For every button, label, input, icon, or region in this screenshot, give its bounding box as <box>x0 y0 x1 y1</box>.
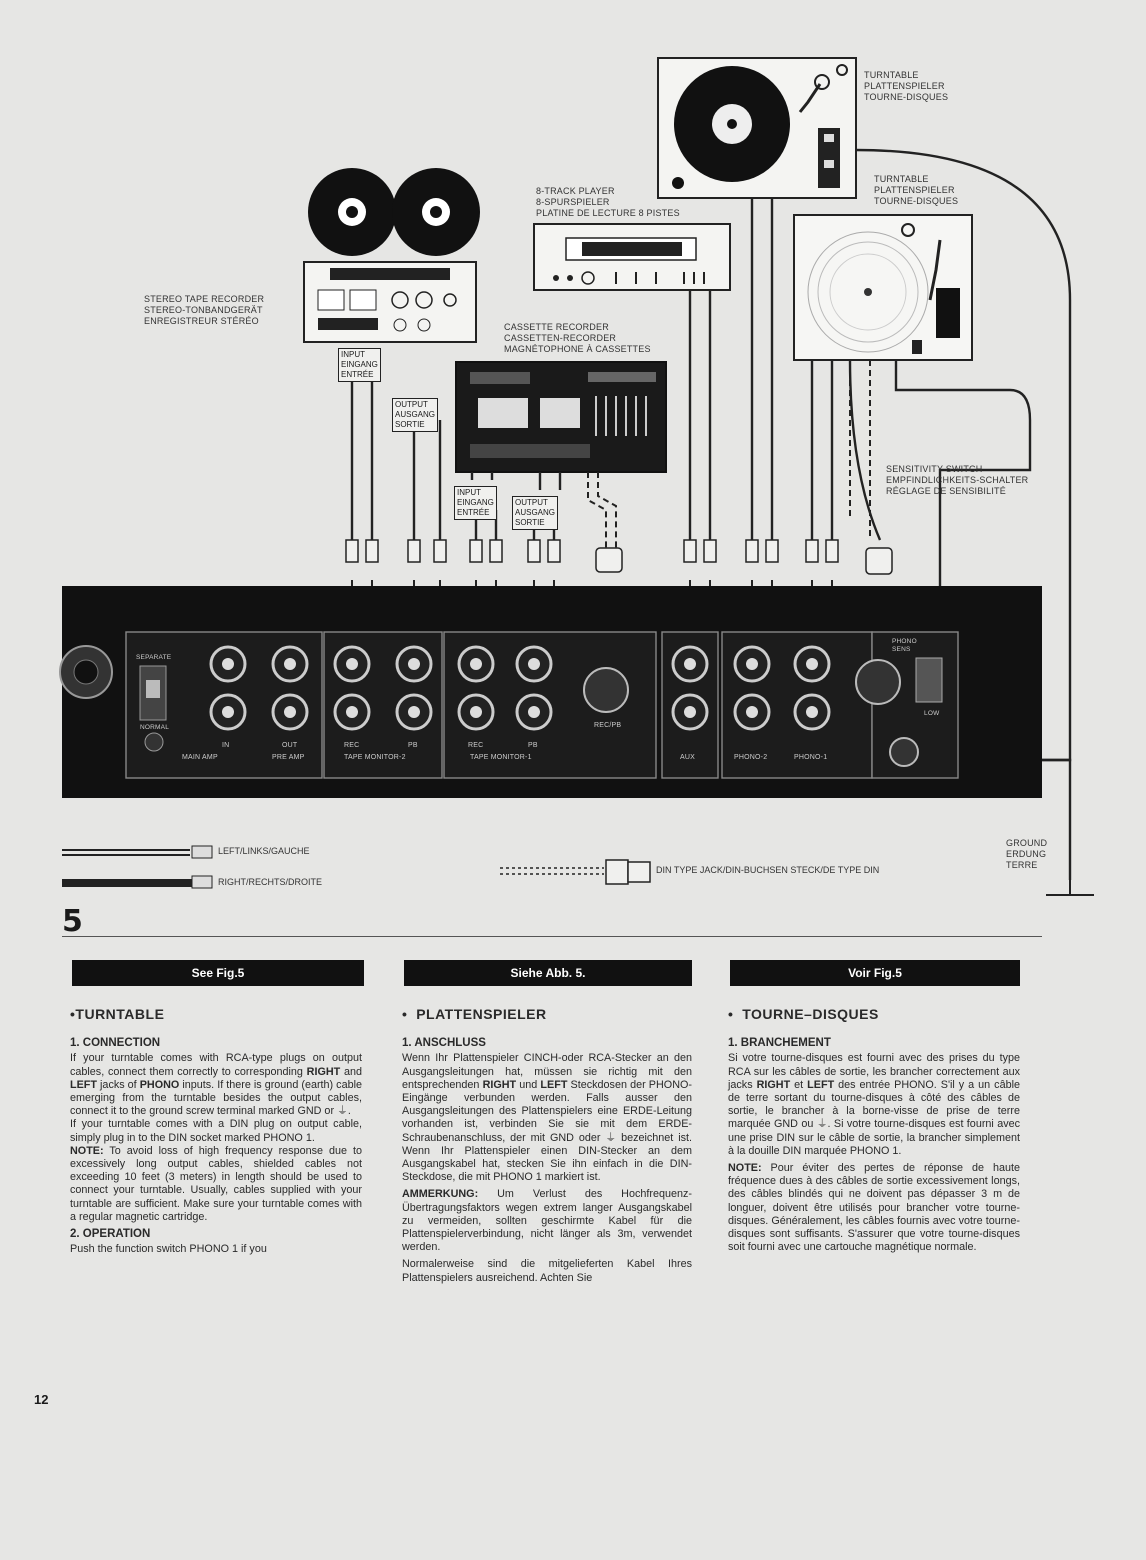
jack-label-rec-1: REC <box>468 742 484 749</box>
section-phono-1: PHONO-1 <box>794 754 828 761</box>
sec2-english: 2. OPERATION <box>70 1228 151 1241</box>
para1-german: Wenn Ihr Plattenspieler CINCH-oder RCA-Stecker an den Ausgangsleitungen hat, müssen sie richtig mit den entsprechenden RIGHT und LEFT Steckdosen der PHONO-Eingänge verbunden werden. Falls ausser den Ausgangsleitungen des Plattenspielers eine ERDE-Leitung vorhanden ist, verbinden Sie sie mit dem ERDE-Schraubenanschluss, der mit GND oder ⏚ bezeichnet ist. Wenn Ihr Plattenspieler einen DIN-Stecker an dem Ausgangskabel hat, stecken Sie ihn einfach in die DIN-Steckdose, die mit PHONO 1 markiert ist. <box>402 1052 692 1184</box>
cable-legend-graphics <box>62 846 1094 900</box>
tape-recorder-device <box>304 168 480 342</box>
sec1-english: 1. CONNECTION <box>70 1037 161 1050</box>
switch-label-separate: SEPARATE <box>136 654 172 661</box>
jack-label-in: IN <box>222 742 230 749</box>
header-english: See Fig.5 <box>72 960 364 986</box>
section-tape-monitor-2: TAPE MONITOR-2 <box>344 754 406 761</box>
para1-english: If your turntable comes with RCA-type plugs on output cables, connect them correctly to corresponding RIGHT and LEFT jacks of PHONO inputs. If there is ground (earth) cable emerging from the turntable besides the output cables, connect it to the ground screw terminal marked GND or ⏚. <box>70 1052 362 1118</box>
jack-label-out: OUT <box>282 742 298 749</box>
section-tape-monitor-1: TAPE MONITOR-1 <box>470 754 532 761</box>
sensitivity-switch-label: SENSITIVITY SWITCH EMPFINDLICHKEITS-SCHALTER RÉGLAGE DE SENSIBILITÉ <box>886 464 1029 496</box>
turntable-2-label: TURNTABLE PLATTENSPIELER TOURNE-DISQUES <box>874 174 959 206</box>
switch-label-normal: NORMAL <box>140 724 170 731</box>
eight-track-device <box>534 224 730 290</box>
legend-din: DIN TYPE JACK/DIN-BUCHSEN STECK/DE TYPE DIN <box>656 865 880 875</box>
tape-input-box: INPUT EINGANG ENTRÉE <box>338 348 381 382</box>
phono-sens-label: PHONO SENS <box>892 638 917 653</box>
para3-english: Push the function switch PHONO 1 if you <box>70 1243 267 1256</box>
phono-sens-low: LOW <box>924 710 940 717</box>
sec1-french: 1. BRANCHEMENT <box>728 1037 831 1050</box>
title-german: • PLATTENSPIELER <box>402 1006 547 1022</box>
note-french: NOTE: Pour éviter des pertes de réponse de haute fréquence dues à des câbles de sortie excessivement longs, des câbles blindés qui ne doivent pas dépasser 3 m de longuer, doivent être utilisés pour brancher votre tourne-disques. Généralement, les câbles fournis avec votre tourne-disques sont suffisants. S'assurer que votre tourne-disques soit fourni avec une cartouche magnétique normale. <box>728 1162 1020 1254</box>
ground-label: GROUND ERDUNG TERRE <box>1006 838 1048 870</box>
section-aux: AUX <box>680 754 695 761</box>
turntable-1-label: TURNTABLE PLATTENSPIELER TOURNE-DISQUES <box>864 70 949 102</box>
column-french <box>728 1008 1020 1258</box>
section-phono-2: PHONO-2 <box>734 754 768 761</box>
header-french: Voir Fig.5 <box>730 960 1020 986</box>
para2-english: If your turntable comes with a DIN plug on output cable, simply plug in to the DIN socket marked PHONO 1. <box>70 1118 362 1144</box>
turntable-2-device <box>794 215 972 360</box>
para3-german: Normalerweise sind die mitgelieferten Kabel Ihres Plattenspielers ausreichend. Achten Sie <box>402 1258 692 1284</box>
title-english: •TURNTABLE <box>70 1006 165 1022</box>
jack-label-pb-1: PB <box>528 742 538 749</box>
jack-label-pb-2: PB <box>408 742 418 749</box>
tape-recorder-label: STEREO TAPE RECORDER STEREO-TONBANDGERÄT ENREGISTREUR STÉRÉO <box>144 294 265 326</box>
jack-label-rec-2: REC <box>344 742 360 749</box>
note-german: AMMERKUNG: Um Verlust des Hochfrequenz-Übertragungsfaktors wegen extrem langer Ausgangskabel zu vermeiden, sollten geschirmte Kabel für die Plattenspielerverbindung, nicht länger als 3m, verwendet werden. <box>402 1188 692 1254</box>
legend-left: LEFT/LINKS/GAUCHE <box>218 846 310 856</box>
figure-number: 5 <box>62 904 83 939</box>
eight-track-label: 8-TRACK PLAYER 8-SPURSPIELER PLATINE DE LECTURE 8 PISTES <box>536 186 680 218</box>
divider <box>62 936 1042 937</box>
note-english: NOTE: To avoid loss of high frequency response due to excessively long output cables, shielded cables not exceeding 10 feet (3 meters) in length should be used to connect your turntable. Usually, cables supplied with your turntable are sufficient. Make sure your turntable comes with a regular magnetic cartridge. <box>70 1144 362 1223</box>
section-main-amp: MAIN AMP <box>182 754 218 761</box>
para1-french: Si votre tourne-disques est fourni avec des prises du type RCA sur les câbles de sortie, les brancher correctement aux jacks RIGHT et LEFT des entrée PHONO. S'il y a un câble de terre sortant du tourne-disques à côté des câbles de sortie, le brancher à la borne-visse de prise de terre marquée GND ou ⏚. Si votre tourne-disques est fourni avec une prise DIN sur le câble de sortie, la brancher simplement à la douille DIN marquée PHONO 1. <box>728 1052 1020 1157</box>
section-pre-amp: PRE AMP <box>272 754 305 761</box>
column-english <box>70 1008 362 1260</box>
sec1-german: 1. ANSCHLUSS <box>402 1037 486 1050</box>
turntable-1-device <box>658 58 856 198</box>
column-german <box>402 1008 692 1289</box>
cassette-input-box: INPUT EINGANG ENTRÉE <box>454 486 497 520</box>
title-french: • TOURNE–DISQUES <box>728 1006 879 1022</box>
page-number: 12 <box>34 1392 49 1407</box>
din-rec-pb-label: REC/PB <box>594 722 622 729</box>
cassette-output-box: OUTPUT AUSGANG SORTIE <box>512 496 558 530</box>
cassette-device <box>456 362 666 472</box>
cassette-label: CASSETTE RECORDER CASSETTEN-RECORDER MAGNÉTOPHONE À CASSETTES <box>504 322 651 354</box>
header-german: Siehe Abb. 5. <box>404 960 692 986</box>
tape-output-box: OUTPUT AUSGANG SORTIE <box>392 398 438 432</box>
legend-right: RIGHT/RECHTS/DROITE <box>218 877 323 887</box>
